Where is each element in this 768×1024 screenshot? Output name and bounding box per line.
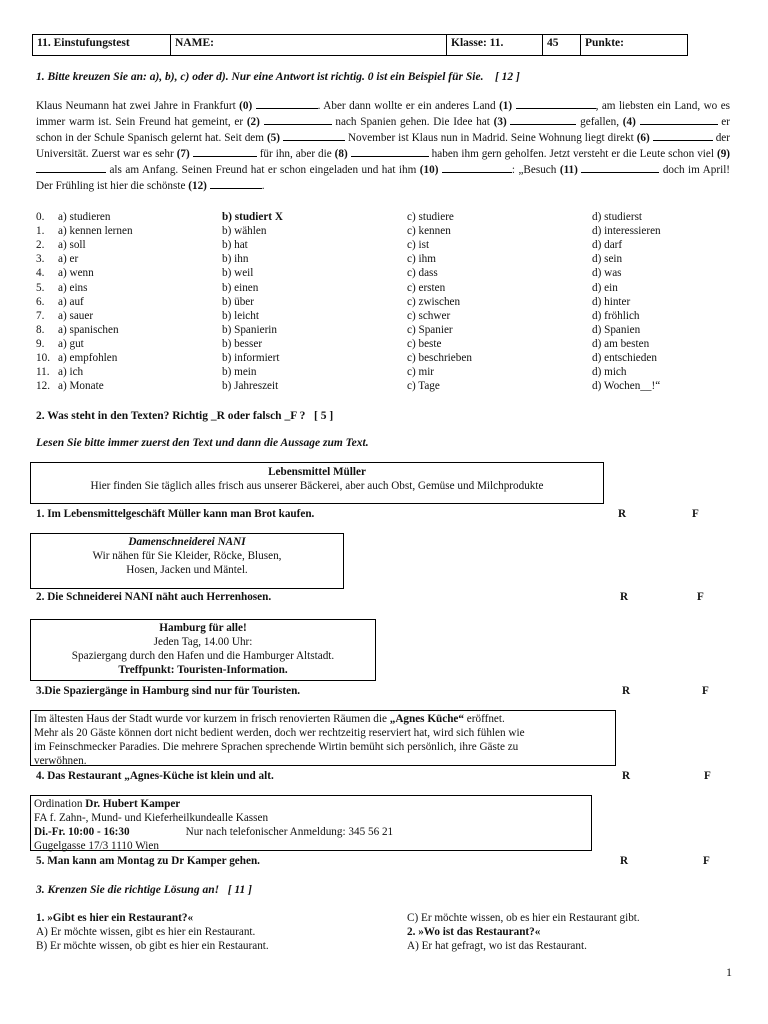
statement-2-f[interactable]: F [697, 591, 704, 603]
question-2: 2. »Wo ist das Restaurant?« [407, 926, 541, 938]
option-b[interactable]: b) Jahreszeit [222, 380, 279, 393]
option-d[interactable]: d) ein [592, 281, 618, 294]
ad-ordination: Ordination Dr. Hubert Kamper FA f. Zahn-, Mund- und Kieferheilkundealle Kassen Di.-Fr. 10:00 - 16:30 Nur nach telefonischer Anmeldung: 345 56 21 Gugelgasse 17/3 1110 Wien [30, 795, 592, 851]
option-b[interactable]: b) leicht [222, 309, 259, 322]
ad-lebensmittel-mueller [30, 462, 604, 504]
option-d[interactable]: d) interessieren [592, 225, 661, 238]
option-d[interactable]: d) Spanien [592, 323, 641, 336]
blank-5[interactable] [283, 130, 345, 141]
q1-option-b[interactable]: B) Er möchte wissen, ob gibt es hier ein Restaurant. [36, 940, 269, 952]
blank-8[interactable] [351, 146, 429, 157]
statement-3-f[interactable]: F [702, 685, 709, 697]
option-number: 6. [36, 295, 45, 308]
option-d[interactable]: d) was [592, 267, 622, 280]
option-a[interactable]: a) auf [58, 295, 84, 308]
option-a[interactable]: a) empfohlen [58, 352, 118, 364]
statement-4: 4. Das Restaurant „Agnes-Küche ist klein und alt. [36, 770, 274, 782]
statement-5-r[interactable]: R [620, 855, 629, 867]
statement-2-r[interactable]: R [620, 591, 629, 603]
header-table [32, 34, 688, 56]
option-d[interactable]: d) hinter [592, 295, 631, 308]
option-d[interactable]: d) fröhlich [592, 309, 640, 322]
option-b[interactable]: b) wählen [222, 225, 267, 238]
option-number: 3. [36, 253, 45, 266]
statement-3: 3.Die Spaziergänge in Hamburg sind nur für Touristen. [36, 685, 301, 697]
section2-points: [ 5 ] [314, 410, 334, 422]
restaurant-name: „Agnes Küche“ [389, 713, 464, 725]
option-b[interactable]: b) einen [222, 281, 259, 294]
ad1-title: Lebensmittel Müller [268, 466, 366, 478]
statement-4-f[interactable]: F [704, 770, 711, 782]
option-a[interactable]: a) ich [58, 366, 84, 379]
ad1-text: Hier finden Sie täglich alles frisch aus unserer Bäckerei, aber auch Obst, Gemüse und Milchprodukte [90, 480, 544, 492]
option-c[interactable]: c) schwer [407, 309, 451, 322]
class-cell: Klasse: 11. [447, 35, 543, 55]
option-number: 0. [36, 211, 45, 223]
option-row [36, 238, 736, 252]
cloze-text: Klaus Neumann hat zwei Jahre in Frankfurt (0) . Aber dann wollte er ein anderes Land (1) , am liebsten ein Land, wo es immer warm ist. Sein Freund hat gemeint, er (2) nach Spanien gehen. Die Idee hat (3) gefallen, (4) er schon in der Schule Spanisch gelernt hat. Seit dem (5) November ist Klaus nun in Madrid. Seine Wohnung liegt direkt (6) der Universität. Zuerst war es sehr (7) für ihn, aber die (8) haben ihm gern geholfen. Jetzt versteht er die Leute schon viel (9) als am Anfang. Seinen Freund hat er schon eingeladen und hat ihm (10) : „Besuch (11) doch im April! Der Frühling ist hier die schönste (12) . [36, 100, 731, 192]
option-b[interactable]: b) informiert [222, 352, 280, 364]
option-number: 1. [36, 225, 45, 238]
option-c[interactable]: c) ihm [407, 253, 436, 266]
office-hours: Di.-Fr. 10:00 - 16:30 [34, 826, 130, 838]
blank-4[interactable] [640, 114, 718, 125]
statement-3-r[interactable]: R [622, 685, 631, 697]
option-d[interactable]: d) am besten [592, 337, 650, 350]
option-d[interactable]: d) Wochen__!“ [592, 380, 661, 393]
ad-agnes-kueche: Im ältesten Haus der Stadt wurde vor kurzem in frisch renovierten Räumen die „Agnes Küche“ eröffnet. Mehr als 20 Gäste können dort nicht bedient werden, doch wer rechtzeitig reserviert hat, wird sich fühlen wie im Feinschmecker Paradies. Die mehrere Sprachen sprechende Wirtin bemüht sich persönlich, ihre Gäste zu verwöhnen. [30, 710, 616, 766]
option-a[interactable]: a) studieren [58, 211, 111, 223]
blank-0[interactable] [256, 98, 318, 109]
option-number: 10. [36, 352, 50, 364]
section2-title: 2. Was steht in den Texten? Richtig _R oder falsch _F ? [ 5 ] [36, 410, 334, 422]
q1-option-a[interactable]: A) Er möchte wissen, gibt es hier ein Restaurant. [36, 926, 256, 938]
option-b[interactable]: b) hat [222, 239, 248, 252]
option-a[interactable]: a) Monate [58, 380, 104, 393]
option-b[interactable]: b) mein [222, 366, 257, 379]
option-c[interactable]: c) studiere [407, 211, 454, 223]
option-a[interactable]: a) gut [58, 337, 84, 350]
option-d[interactable]: d) sein [592, 253, 623, 266]
phone-note: Nur nach telefonischer Anmeldung: 345 56 21 [185, 826, 394, 838]
blank-3[interactable] [510, 114, 576, 125]
option-a[interactable]: a) wenn [58, 267, 94, 280]
option-c[interactable]: c) kennen [407, 225, 451, 238]
option-d[interactable]: d) entschieden [592, 352, 657, 364]
blank-11[interactable] [581, 162, 659, 173]
section1-points: [ 12 ] [494, 71, 520, 83]
statement-1-r[interactable]: R [618, 508, 627, 520]
statement-2: 2. Die Schneiderei NANI näht auch Herrenhosen. [36, 591, 272, 603]
statement-5-f[interactable]: F [703, 855, 710, 867]
option-row [36, 281, 736, 295]
statement-4-r[interactable]: R [622, 770, 631, 782]
option-number: 4. [36, 267, 45, 280]
ad2-title: Damenschneiderei NANI [128, 536, 246, 548]
ad-damenschneiderei: Damenschneiderei NANI Wir nähen für Sie Kleider, Röcke, Blusen, Hosen, Jacken und Mäntel. [30, 533, 344, 589]
option-row [36, 252, 736, 266]
option-c[interactable]: c) ersten [407, 281, 446, 294]
option-b[interactable]: b) besser [222, 337, 263, 350]
option-c[interactable]: c) dass [407, 267, 438, 280]
option-c[interactable]: c) beste [407, 337, 442, 350]
address: Gugelgasse 17/3 1110 Wien [34, 840, 159, 852]
option-c[interactable]: c) beschrieben [407, 352, 472, 364]
option-b[interactable]: b) studiert X [222, 211, 283, 223]
statement-5: 5. Man kann am Montag zu Dr Kamper gehen. [36, 855, 260, 867]
q2-option-a[interactable]: A) Er hat gefragt, wo ist das Restaurant. [407, 940, 587, 952]
option-number: 2. [36, 239, 45, 252]
option-c[interactable]: c) Spanier [407, 323, 453, 336]
blank-10[interactable] [442, 162, 512, 173]
ad-hamburg: Hamburg für alle! Jeden Tag, 14.00 Uhr: Spaziergang durch den Hafen und die Hamburger Altstadt. Treffpunkt: Touristen-Information. [30, 619, 376, 681]
statement-1-f[interactable]: F [692, 508, 699, 520]
ad3-title: Hamburg für alle! [159, 622, 247, 634]
option-number: 11. [36, 366, 50, 379]
option-row [36, 365, 736, 379]
blank-7[interactable] [193, 146, 257, 157]
option-c[interactable]: c) mir [407, 366, 435, 379]
option-row [36, 337, 736, 351]
option-number: 8. [36, 323, 45, 336]
option-row [36, 351, 736, 365]
option-a[interactable]: a) spanischen [58, 323, 119, 336]
option-row [36, 224, 736, 238]
option-b[interactable]: b) weil [222, 267, 254, 280]
option-d[interactable]: d) darf [592, 239, 623, 252]
option-row [36, 295, 736, 309]
points-cell[interactable]: Punkte: [585, 37, 624, 49]
blank-12[interactable] [210, 178, 262, 189]
option-a[interactable]: a) er [58, 253, 79, 266]
max-points-cell: 45 [543, 35, 581, 55]
option-a[interactable]: a) soll [58, 239, 86, 252]
option-a[interactable]: a) kennen lernen [58, 225, 133, 238]
option-c[interactable]: c) zwischen [407, 295, 461, 308]
option-number: 9. [36, 337, 45, 350]
section1-title: 1. Bitte kreuzen Sie an: a), b), c) oder d). Nur eine Antwort ist richtig. 0 ist ein Beispiel für Sie. [ 12 ] [36, 71, 520, 83]
option-a[interactable]: a) sauer [58, 309, 94, 322]
option-number: 7. [36, 309, 45, 322]
option-c[interactable]: c) Tage [407, 380, 440, 393]
blank-9[interactable] [36, 162, 106, 173]
blank-6[interactable] [653, 130, 713, 141]
page-number: 1 [726, 965, 732, 979]
option-row [36, 309, 736, 323]
option-number: 5. [36, 281, 45, 294]
option-row [36, 210, 736, 224]
blank-2[interactable] [264, 114, 332, 125]
blank-1[interactable] [516, 98, 596, 109]
name-cell[interactable]: NAME: [171, 35, 447, 55]
section3-points: [ 11 ] [227, 884, 252, 896]
doctor-name: Dr. Hubert Kamper [85, 798, 181, 810]
option-b[interactable]: b) ihn [222, 253, 249, 266]
option-b[interactable]: b) Spanierin [222, 323, 277, 336]
option-a[interactable]: a) eins [58, 281, 88, 294]
option-b[interactable]: b) über [222, 295, 254, 308]
statement-1: 1. Im Lebensmittelgeschäft Müller kann man Brot kaufen. [36, 508, 315, 520]
option-row [36, 323, 736, 337]
option-c[interactable]: c) ist [407, 239, 430, 252]
section2-instruction: Lesen Sie bitte immer zuerst den Text und dann die Aussage zum Text. [36, 437, 369, 449]
q1-option-c[interactable]: C) Er möchte wissen, ob es hier ein Restaurant gibt. [407, 912, 640, 924]
option-d[interactable]: d) mich [592, 366, 627, 379]
option-row [36, 266, 736, 280]
question-1: 1. »Gibt es hier ein Restaurant?« [36, 912, 194, 924]
option-number: 12. [36, 380, 50, 393]
test-title-cell: 11. Einstufungstest [33, 35, 171, 55]
option-row [36, 379, 736, 393]
section3-title: 3. Krenzen Sie die richtige Lösung an! [ 11 ] [36, 884, 252, 896]
option-d[interactable]: d) studierst [592, 211, 643, 223]
